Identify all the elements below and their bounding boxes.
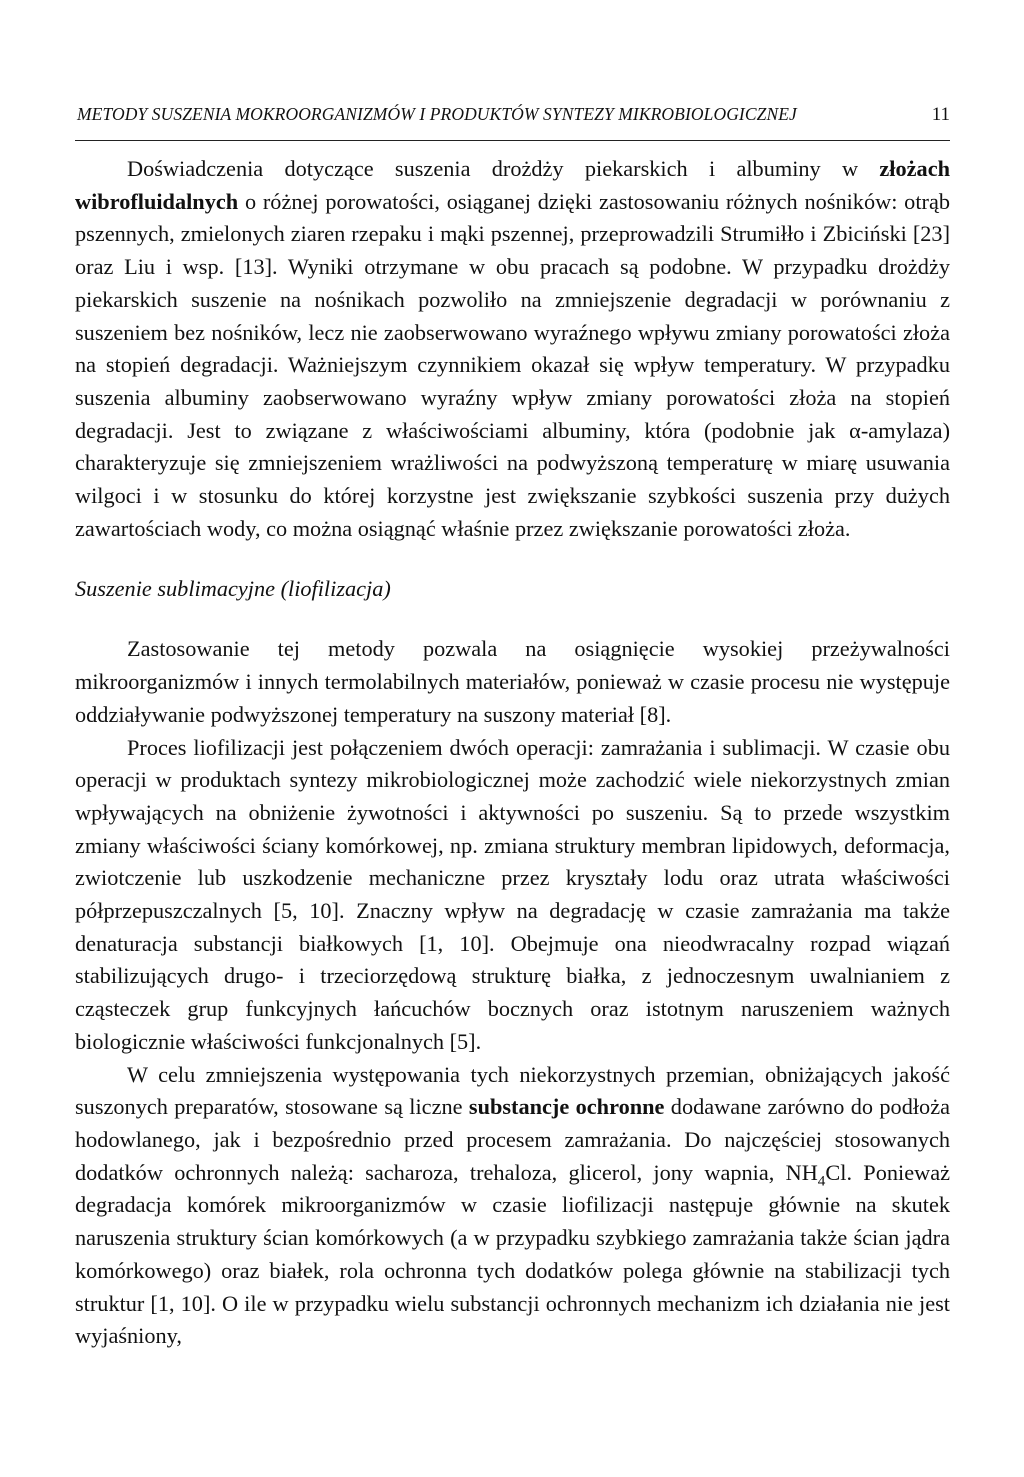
paragraph-text: Doświadczenia dotyczące suszenia drożdży piekarskich i albuminy w: [127, 156, 880, 181]
paragraph-lyophilization-process: Proces liofilizacji jest połączeniem dwóch operacji: zamrażania i sublimacji. W czasie obu operacji w produktach syntezy mikrobiologicznej może zachodzić wiele niekorzystnych zmian wpływających na obniżenie żywotności i aktywności po suszeniu. Są to przede wszystkim zmiany właściwości ściany komórkowej, np. zmiana struktury membran lipidowych, deformacja, zwiotczenie lub uszkodzenie mechaniczne przez kryształy lodu oraz utrata właściwości półprzepuszczalnych [5, 10]. Znaczny wpływ na degradację w czasie zamrażania ma także denaturacja substancji białkowych [1, 10]. Obejmuje ona nieodwracalny rozpad wiązań stabilizujących drugo- i trzeciorzędową strukturę białka, z jednoczesnym uwalnianiem z cząsteczek grup funkcyjnych łańcuchów bocznych oraz istotnym naruszeniem ważnych biologicznie właściwości funkcjonalnych [5].: [75, 734, 950, 1054]
bold-term: substancje ochronne: [468, 1094, 665, 1120]
body-text: [75, 153, 950, 1353]
running-header: [75, 100, 950, 141]
paragraph-protective-substances: [75, 1059, 950, 1353]
paragraph-text: W celu zmniejszenia występowania tych niekorzystnych przemian, obniżających jakość suszonych preparatów, stosowane są liczne: [75, 1061, 950, 1120]
bold-term: złożach wibrofluidalnych: [75, 156, 950, 214]
paragraph-text: o różnej porowatości, osiąganej dzięki zastosowaniu różnych nośników: otrąb pszennych, zmielonych ziaren rzepaku i mąki pszennej, przeprowadzili Strumiłło i Zbiciński [23] oraz Liu i wsp. [13]. Wyniki otrzymane w obu pracach są podobne. W przypadku drożdży piekarskich suszenie na nośnikach pozwoliło na zmniejszenie degradacji w porównaniu z suszeniem bez nośników, lecz nie zaobserwowano wyraźnego wpływu zmiany porowatości złoża na stopień degradacji. Ważniejszym czynnikiem okazał się wpływ temperatury. W przypadku suszenia albuminy zaobserwowano wyraźny wpływ zmiany porowatości złoża na stopień degradacji. Jest to związane z właściwościami albuminy, która (podobnie jak α-amylaza) charakteryzuje się zmniejszeniem wrażliwości na podwyższoną temperaturę w miarę usuwania wilgoci i w stosunku do której korzystne jest zwiększanie szybkości suszenia przy dużych zawartościach wody, co można osiągnąć właśnie przez zwiększanie porowatości złoża.: [75, 188, 950, 541]
running-title: METODY SUSZENIA MOKROORGANIZMÓW I PRODUKTÓW SYNTEZY MIKROBIOLOGICZNEJ: [77, 104, 797, 124]
section-heading: Suszenie sublimacyjne (liofilizacja): [75, 576, 391, 602]
paragraph-text: dodawane zarówno do podłoża hodowlanego, jak i bezpośrednio przed procesem zamrażania. Do najczęściej stosowanych dodatków ochronnych należą: sacharoza, trehaloza, glicerol, jony wapnia, NH: [75, 1094, 950, 1185]
paragraph-vibrofluidized-beds: [75, 153, 950, 545]
subscript: 4: [817, 1172, 826, 1190]
paragraph-text: Cl. Ponieważ degradacja komórek mikroorganizmów w czasie liofilizacji następuje głównie na skutek naruszenia struktury ścian komórkowych (a w przypadku szybkiego zamrażania także ścian jądra komórkowego) oraz białek, rola ochronna tych dodatków polega głównie na stabilizacji tych struktur [1, 10]. O ile w przypadku wielu substancji ochronnych mechanizm ich działania nie jest wyjaśniony,: [75, 1159, 950, 1349]
paragraph-freeze-drying-intro: Zastosowanie tej metody pozwala na osiągnięcie wysokiej przeżywalności mikroorganizmów i innych termolabilnych materiałów, ponieważ w czasie procesu nie występuje oddziaływanie podwyższonej temperatury na suszony materiał [8].: [75, 636, 950, 727]
book-page: [75, 100, 950, 1353]
page-number: 11: [931, 104, 950, 125]
